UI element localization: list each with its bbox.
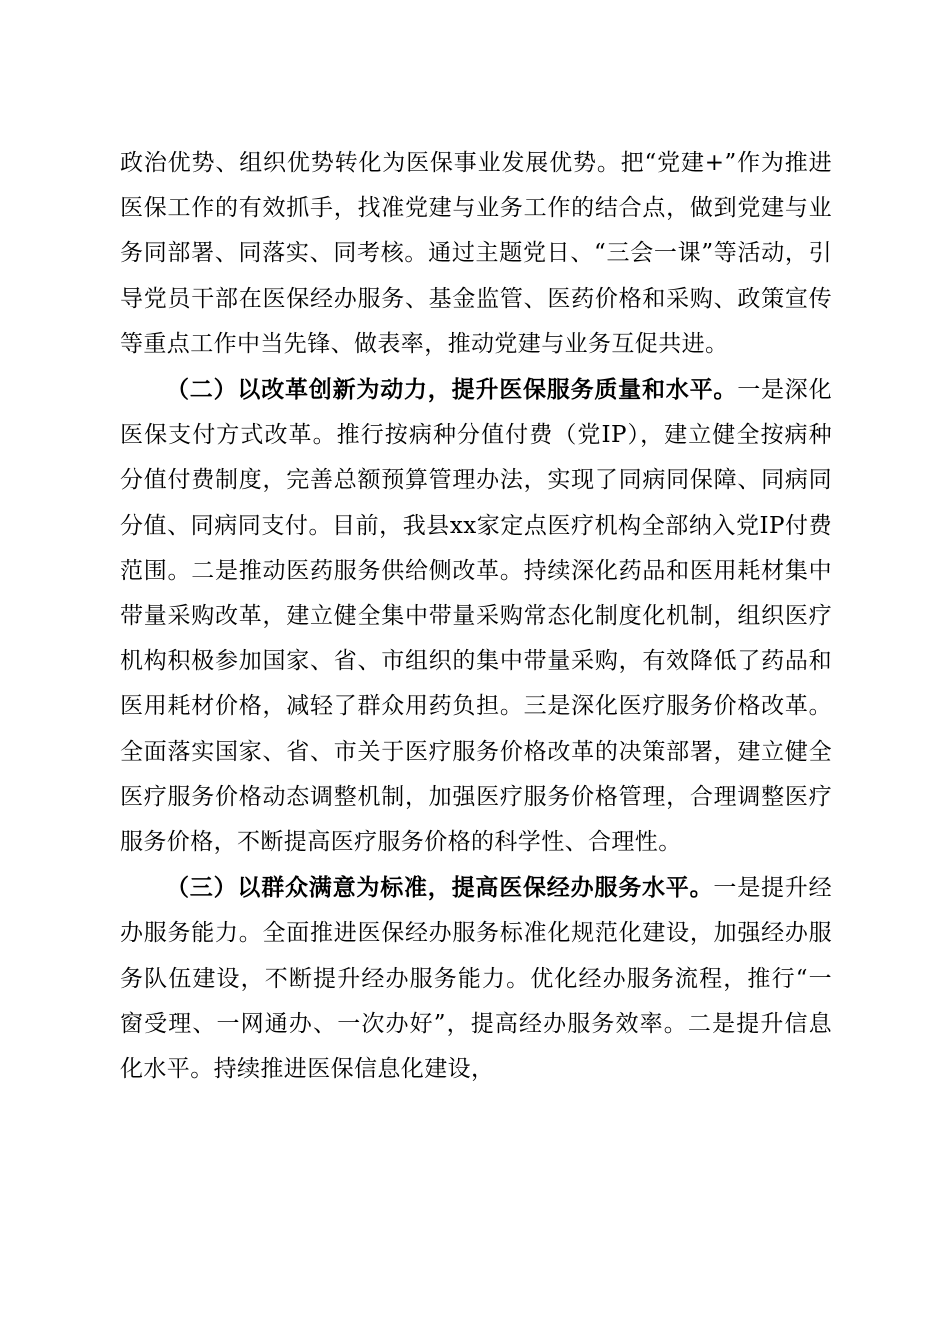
paragraph-text: 政治优势、组织优势转化为医保事业发展优势。把“党建+”作为推进医保工作的有效抓手，找准党建与业务工作的结合点，做到党建与业务同部署、同落实、同考核。通过主题党日、“三会一课”等活动，引导党员干部在医保经办服务、基金监管、医药价格和采购、政策宣传等重点工作中当先锋、做表率，推动党建与业务互促共进。 [120,150,832,357]
paragraph-party-building [120,141,832,367]
paragraph-reform-innovation [120,367,832,865]
section-heading-2: （二）以改革创新为动力，提升医保服务质量和水平。 [166,376,738,404]
paragraph-text: 一是提升经办服务能力。全面推进医保经办服务标准化规范化建设，加强经办服务队伍建设，不断提升经办服务能力。优化经办服务流程，推行“一窗受理、一网通办、一次办好”，提高经办服务效率。二是提升信息化水平。持续推进医保信息化建设， [120,875,833,1083]
paragraph-text: 一是深化医保支付方式改革。推行按病种分值付费（党IP），建立健全按病种分值付费制度，完善总额预算管理办法，实现了同病同保障、同病同分值、同病同支付。目前，我县xx家定点医疗机构全部纳入党IP付费范围。二是推动医药服务供给侧改革。持续深化药品和医用耗材集中带量采购改革，建立健全集中带量采购常态化制度化机制，组织医疗机构积极参加国家、省、市组织的集中带量采购，有效降低了药品和医用耗材价格，减轻了群众用药负担。三是深化医疗服务价格改革。全面落实国家、省、市关于医疗服务价格改革的决策部署，建立健全医疗服务价格动态调整机制，加强医疗服务价格管理，合理调整医疗服务价格，不断提高医疗服务价格的科学性、合理性。 [120,377,832,856]
paragraph-service-satisfaction [120,865,832,1092]
document-body [120,141,832,1092]
section-heading-3: （三）以群众满意为标准，提高医保经办服务水平。 [166,874,714,902]
